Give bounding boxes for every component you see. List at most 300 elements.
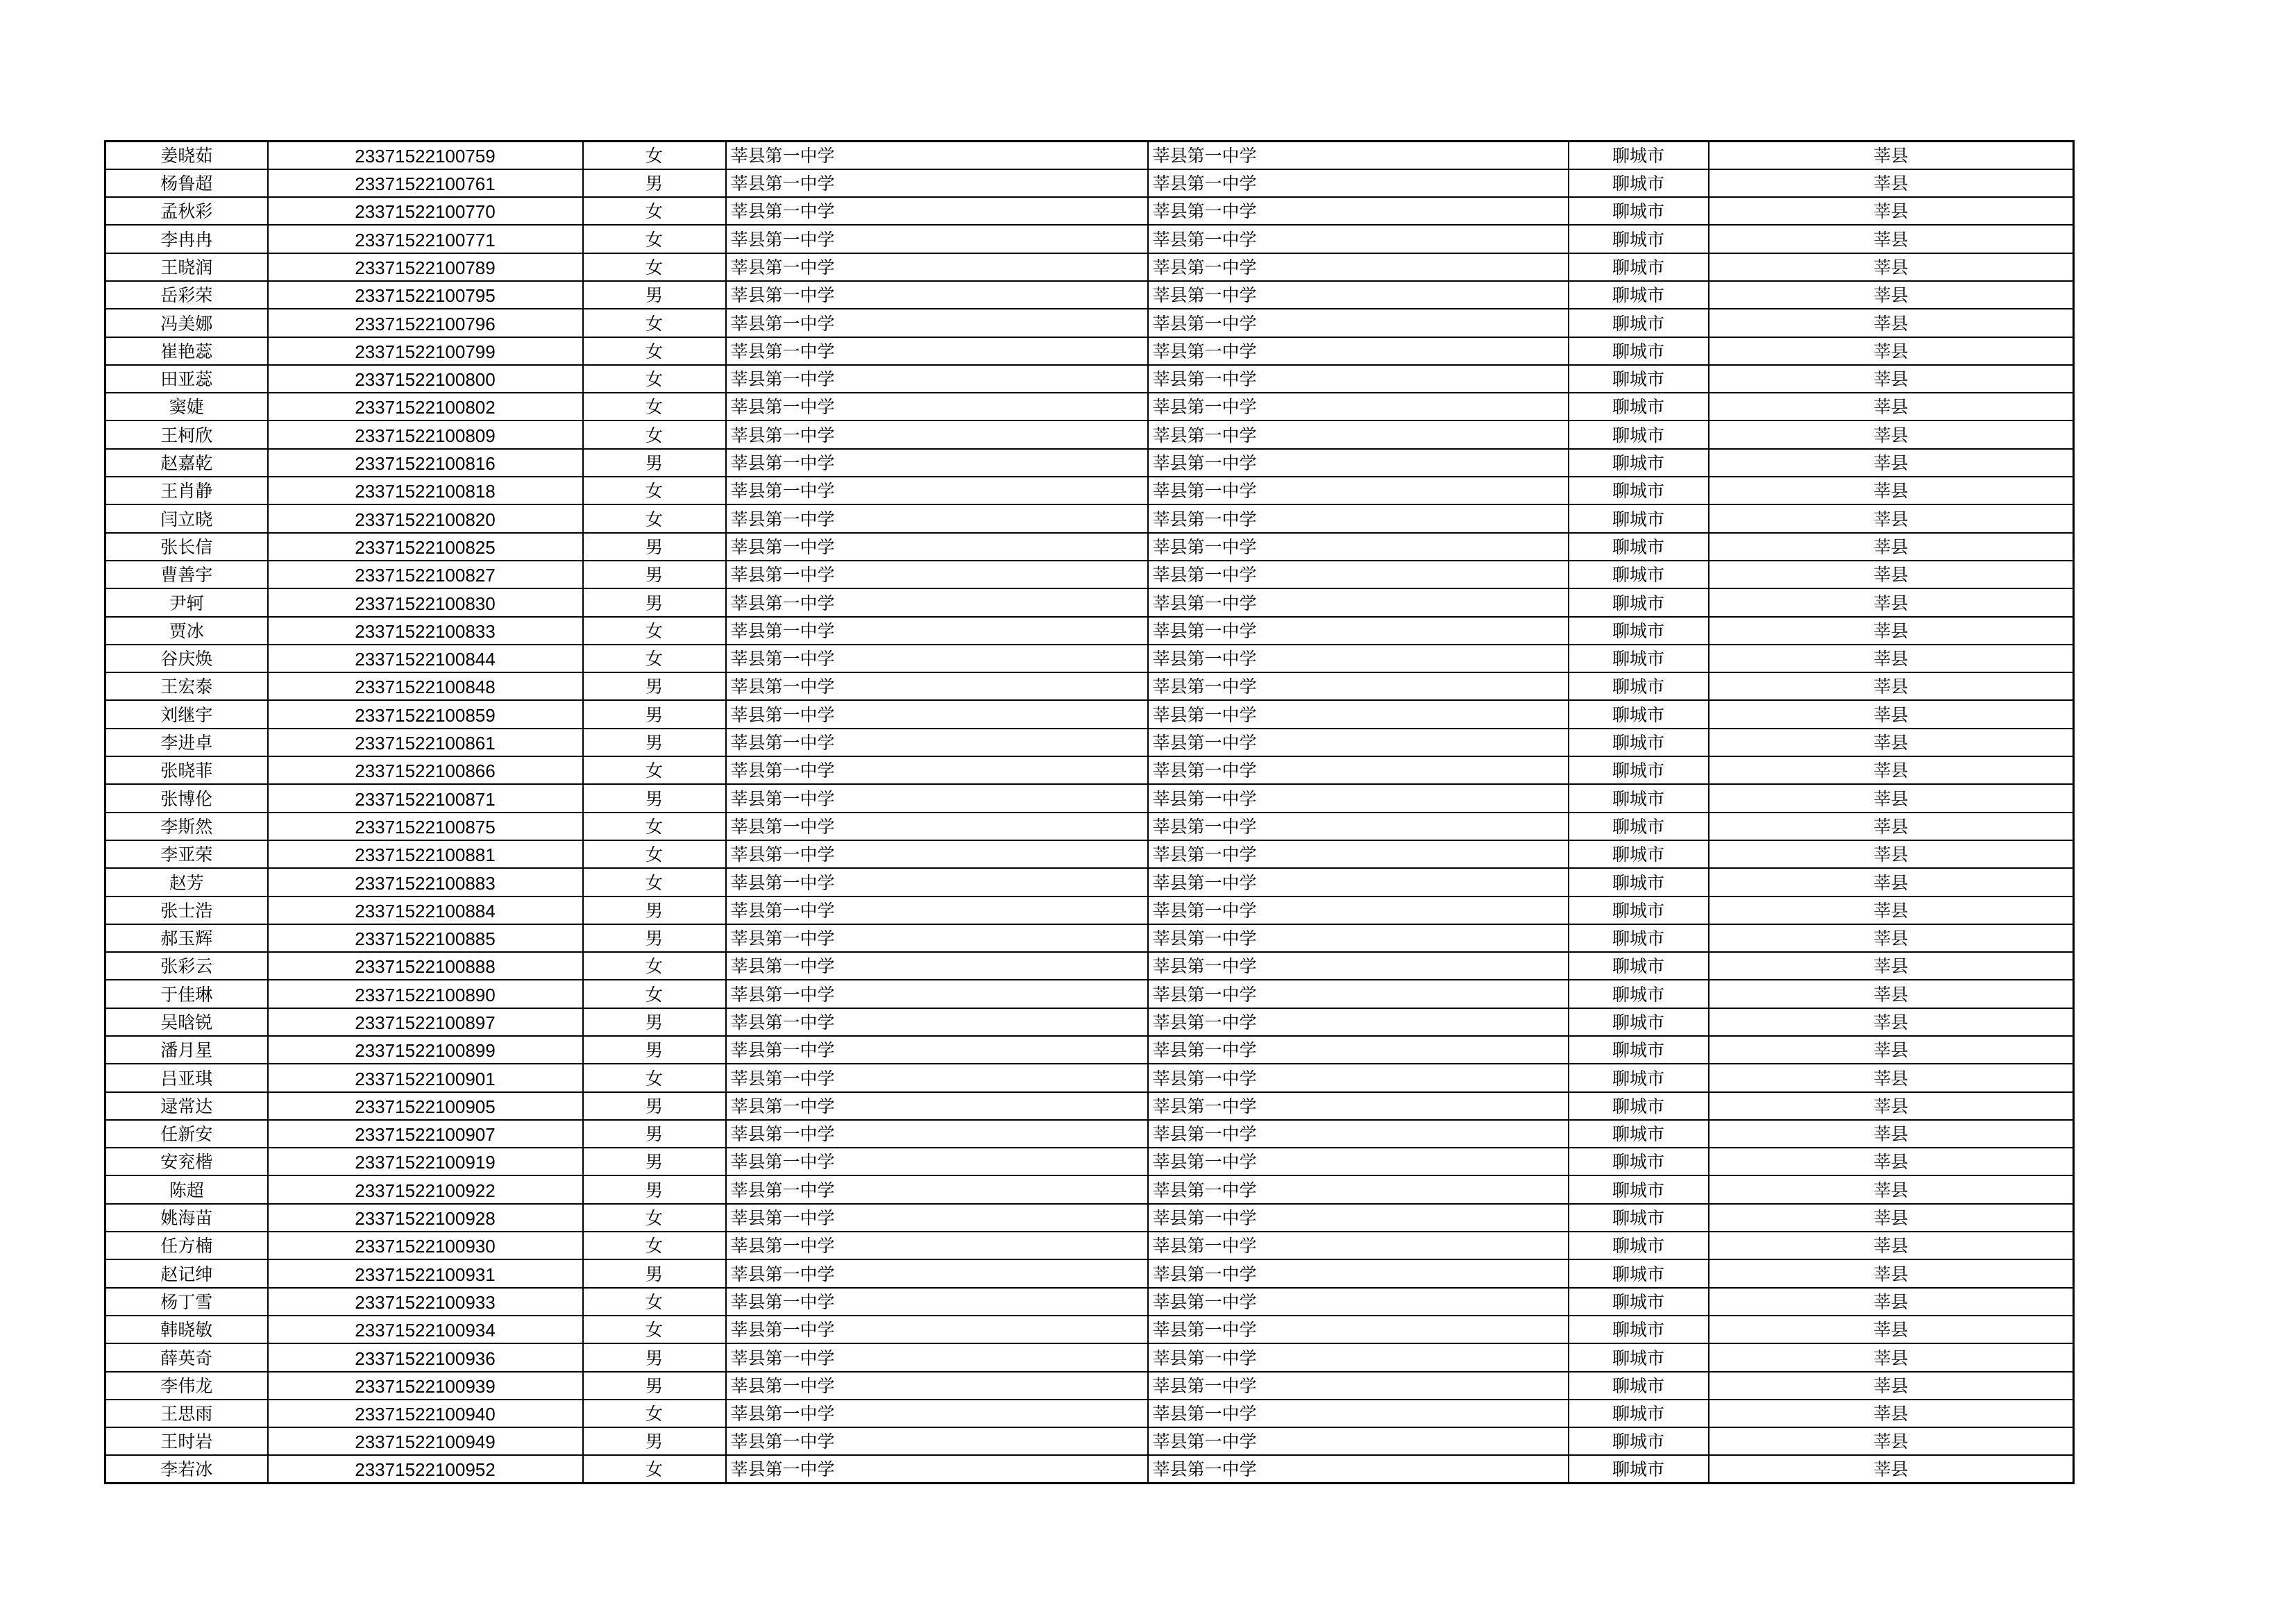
cell-school-2: 莘县第一中学 <box>1148 588 1569 616</box>
cell-gender: 男 <box>583 1092 726 1120</box>
cell-city: 聊城市 <box>1569 784 1709 812</box>
cell-county: 莘县 <box>1709 784 2074 812</box>
cell-name: 刘继宇 <box>105 700 268 728</box>
cell-city: 聊城市 <box>1569 1400 1709 1427</box>
cell-county: 莘县 <box>1709 1232 2074 1259</box>
cell-exam-id: 23371522100949 <box>268 1427 583 1455</box>
cell-name: 王肖静 <box>105 477 268 504</box>
cell-school: 莘县第一中学 <box>726 1064 1148 1091</box>
cell-gender: 女 <box>583 1400 726 1427</box>
cell-gender: 女 <box>583 337 726 365</box>
cell-city: 聊城市 <box>1569 1316 1709 1343</box>
cell-school-2: 莘县第一中学 <box>1148 924 1569 952</box>
cell-city: 聊城市 <box>1569 1259 1709 1287</box>
table-row <box>105 1175 2074 1203</box>
cell-exam-id: 23371522100899 <box>268 1036 583 1064</box>
cell-school: 莘县第一中学 <box>726 449 1148 477</box>
cell-name: 张博伦 <box>105 784 268 812</box>
cell-county: 莘县 <box>1709 980 2074 1008</box>
cell-exam-id: 23371522100825 <box>268 533 583 561</box>
cell-school: 莘县第一中学 <box>726 645 1148 672</box>
cell-county: 莘县 <box>1709 225 2074 253</box>
student-roster-table <box>104 140 2075 1484</box>
cell-school: 莘县第一中学 <box>726 1288 1148 1316</box>
cell-school: 莘县第一中学 <box>726 1259 1148 1287</box>
cell-county: 莘县 <box>1709 1148 2074 1175</box>
cell-exam-id: 23371522100940 <box>268 1400 583 1427</box>
cell-exam-id: 23371522100919 <box>268 1148 583 1175</box>
cell-name: 崔艳蕊 <box>105 337 268 365</box>
cell-gender: 男 <box>583 449 726 477</box>
cell-name: 张士浩 <box>105 897 268 924</box>
cell-school: 莘县第一中学 <box>726 1148 1148 1175</box>
cell-name: 姚海苗 <box>105 1204 268 1232</box>
table-row <box>105 924 2074 952</box>
cell-school-2: 莘县第一中学 <box>1148 1175 1569 1203</box>
cell-gender: 男 <box>583 1120 726 1148</box>
cell-county: 莘县 <box>1709 365 2074 393</box>
table-row <box>105 449 2074 477</box>
cell-exam-id: 23371522100952 <box>268 1455 583 1483</box>
cell-county: 莘县 <box>1709 142 2074 169</box>
cell-county: 莘县 <box>1709 1175 2074 1203</box>
cell-exam-id: 23371522100820 <box>268 504 583 532</box>
table-row <box>105 337 2074 365</box>
cell-gender: 女 <box>583 504 726 532</box>
cell-county: 莘县 <box>1709 617 2074 645</box>
cell-gender: 女 <box>583 645 726 672</box>
cell-city: 聊城市 <box>1569 197 1709 225</box>
cell-exam-id: 23371522100771 <box>268 225 583 253</box>
cell-county: 莘县 <box>1709 281 2074 309</box>
cell-name: 谷庆焕 <box>105 645 268 672</box>
cell-school: 莘县第一中学 <box>726 1204 1148 1232</box>
cell-school-2: 莘县第一中学 <box>1148 700 1569 728</box>
cell-exam-id: 23371522100897 <box>268 1008 583 1036</box>
cell-county: 莘县 <box>1709 672 2074 700</box>
cell-school-2: 莘县第一中学 <box>1148 477 1569 504</box>
cell-school: 莘县第一中学 <box>726 980 1148 1008</box>
table-row <box>105 1120 2074 1148</box>
cell-name: 吕亚琪 <box>105 1064 268 1091</box>
cell-county: 莘县 <box>1709 309 2074 337</box>
cell-exam-id: 23371522100800 <box>268 365 583 393</box>
cell-school-2: 莘县第一中学 <box>1148 197 1569 225</box>
table-row <box>105 1092 2074 1120</box>
cell-gender: 女 <box>583 197 726 225</box>
cell-school-2: 莘县第一中学 <box>1148 1372 1569 1400</box>
cell-name: 吴晗锐 <box>105 1008 268 1036</box>
cell-name: 李冉冉 <box>105 225 268 253</box>
cell-gender: 男 <box>583 1175 726 1203</box>
cell-exam-id: 23371522100871 <box>268 784 583 812</box>
table-row <box>105 1455 2074 1483</box>
cell-school: 莘县第一中学 <box>726 365 1148 393</box>
cell-name: 王柯欣 <box>105 420 268 448</box>
cell-city: 聊城市 <box>1569 897 1709 924</box>
cell-school-2: 莘县第一中学 <box>1148 617 1569 645</box>
cell-exam-id: 23371522100796 <box>268 309 583 337</box>
cell-school: 莘县第一中学 <box>726 924 1148 952</box>
cell-city: 聊城市 <box>1569 365 1709 393</box>
cell-city: 聊城市 <box>1569 868 1709 896</box>
cell-gender: 男 <box>583 1008 726 1036</box>
cell-name: 王晓润 <box>105 253 268 281</box>
cell-city: 聊城市 <box>1569 420 1709 448</box>
table-row <box>105 1259 2074 1287</box>
cell-city: 聊城市 <box>1569 840 1709 868</box>
cell-city: 聊城市 <box>1569 1204 1709 1232</box>
cell-gender: 女 <box>583 420 726 448</box>
cell-school-2: 莘县第一中学 <box>1148 756 1569 784</box>
cell-school-2: 莘县第一中学 <box>1148 1204 1569 1232</box>
table-row <box>105 897 2074 924</box>
cell-school: 莘县第一中学 <box>726 253 1148 281</box>
cell-name: 窦婕 <box>105 393 268 420</box>
cell-name: 韩晓敏 <box>105 1316 268 1343</box>
cell-gender: 男 <box>583 729 726 756</box>
cell-city: 聊城市 <box>1569 980 1709 1008</box>
cell-exam-id: 23371522100875 <box>268 813 583 840</box>
cell-school: 莘县第一中学 <box>726 337 1148 365</box>
cell-exam-id: 23371522100930 <box>268 1232 583 1259</box>
cell-name: 冯美娜 <box>105 309 268 337</box>
cell-city: 聊城市 <box>1569 1008 1709 1036</box>
cell-name: 任方楠 <box>105 1232 268 1259</box>
table-row <box>105 700 2074 728</box>
table-row <box>105 672 2074 700</box>
table-row <box>105 840 2074 868</box>
table-row <box>105 197 2074 225</box>
table-row <box>105 1400 2074 1427</box>
cell-exam-id: 23371522100761 <box>268 169 583 197</box>
cell-city: 聊城市 <box>1569 924 1709 952</box>
cell-gender: 女 <box>583 393 726 420</box>
cell-school: 莘县第一中学 <box>726 813 1148 840</box>
cell-city: 聊城市 <box>1569 253 1709 281</box>
cell-county: 莘县 <box>1709 952 2074 980</box>
cell-exam-id: 23371522100901 <box>268 1064 583 1091</box>
cell-gender: 女 <box>583 1064 726 1091</box>
table-row <box>105 1204 2074 1232</box>
cell-name: 王宏泰 <box>105 672 268 700</box>
cell-exam-id: 23371522100789 <box>268 253 583 281</box>
cell-school-2: 莘县第一中学 <box>1148 1343 1569 1371</box>
cell-exam-id: 23371522100844 <box>268 645 583 672</box>
cell-school-2: 莘县第一中学 <box>1148 672 1569 700</box>
cell-gender: 女 <box>583 309 726 337</box>
cell-school: 莘县第一中学 <box>726 1343 1148 1371</box>
cell-gender: 女 <box>583 1204 726 1232</box>
cell-county: 莘县 <box>1709 1316 2074 1343</box>
cell-exam-id: 23371522100802 <box>268 393 583 420</box>
table-row <box>105 645 2074 672</box>
table-row <box>105 253 2074 281</box>
table-row <box>105 365 2074 393</box>
cell-school-2: 莘县第一中学 <box>1148 1064 1569 1091</box>
table-row <box>105 1372 2074 1400</box>
cell-gender: 女 <box>583 1316 726 1343</box>
cell-school-2: 莘县第一中学 <box>1148 533 1569 561</box>
cell-school-2: 莘县第一中学 <box>1148 1008 1569 1036</box>
cell-name: 贾冰 <box>105 617 268 645</box>
table-row <box>105 1232 2074 1259</box>
cell-county: 莘县 <box>1709 868 2074 896</box>
cell-county: 莘县 <box>1709 1288 2074 1316</box>
cell-city: 聊城市 <box>1569 700 1709 728</box>
cell-school-2: 莘县第一中学 <box>1148 504 1569 532</box>
cell-exam-id: 23371522100883 <box>268 868 583 896</box>
cell-city: 聊城市 <box>1569 477 1709 504</box>
cell-county: 莘县 <box>1709 700 2074 728</box>
cell-school: 莘县第一中学 <box>726 897 1148 924</box>
cell-city: 聊城市 <box>1569 1120 1709 1148</box>
cell-exam-id: 23371522100759 <box>268 142 583 169</box>
table-row <box>105 1148 2074 1175</box>
cell-school-2: 莘县第一中学 <box>1148 840 1569 868</box>
cell-school: 莘县第一中学 <box>726 1400 1148 1427</box>
cell-school: 莘县第一中学 <box>726 1120 1148 1148</box>
cell-name: 郝玉辉 <box>105 924 268 952</box>
cell-name: 杨鲁超 <box>105 169 268 197</box>
table-row <box>105 1288 2074 1316</box>
cell-school-2: 莘县第一中学 <box>1148 169 1569 197</box>
table-row <box>105 1008 2074 1036</box>
cell-county: 莘县 <box>1709 840 2074 868</box>
cell-school: 莘县第一中学 <box>726 197 1148 225</box>
table-row <box>105 952 2074 980</box>
cell-school-2: 莘县第一中学 <box>1148 897 1569 924</box>
cell-gender: 女 <box>583 477 726 504</box>
table-row <box>105 393 2074 420</box>
cell-school: 莘县第一中学 <box>726 533 1148 561</box>
cell-school: 莘县第一中学 <box>726 1316 1148 1343</box>
cell-exam-id: 23371522100830 <box>268 588 583 616</box>
cell-city: 聊城市 <box>1569 1064 1709 1091</box>
cell-exam-id: 23371522100809 <box>268 420 583 448</box>
cell-gender: 女 <box>583 225 726 253</box>
cell-gender: 男 <box>583 169 726 197</box>
cell-county: 莘县 <box>1709 729 2074 756</box>
table-row <box>105 1064 2074 1091</box>
cell-school: 莘县第一中学 <box>726 840 1148 868</box>
cell-school: 莘县第一中学 <box>726 420 1148 448</box>
cell-school: 莘县第一中学 <box>726 1008 1148 1036</box>
cell-school-2: 莘县第一中学 <box>1148 561 1569 588</box>
cell-name: 赵芳 <box>105 868 268 896</box>
cell-name: 闫立晓 <box>105 504 268 532</box>
cell-gender: 男 <box>583 1036 726 1064</box>
table-row <box>105 784 2074 812</box>
cell-gender: 男 <box>583 281 726 309</box>
cell-name: 李进卓 <box>105 729 268 756</box>
cell-city: 聊城市 <box>1569 225 1709 253</box>
cell-exam-id: 23371522100922 <box>268 1175 583 1203</box>
cell-school-2: 莘县第一中学 <box>1148 449 1569 477</box>
cell-school: 莘县第一中学 <box>726 281 1148 309</box>
cell-gender: 女 <box>583 365 726 393</box>
cell-school: 莘县第一中学 <box>726 142 1148 169</box>
cell-city: 聊城市 <box>1569 672 1709 700</box>
cell-county: 莘县 <box>1709 533 2074 561</box>
cell-city: 聊城市 <box>1569 813 1709 840</box>
cell-exam-id: 23371522100905 <box>268 1092 583 1120</box>
cell-name: 李斯然 <box>105 813 268 840</box>
cell-county: 莘县 <box>1709 1008 2074 1036</box>
cell-school: 莘县第一中学 <box>726 477 1148 504</box>
cell-city: 聊城市 <box>1569 449 1709 477</box>
cell-name: 张彩云 <box>105 952 268 980</box>
cell-exam-id: 23371522100939 <box>268 1372 583 1400</box>
table-row <box>105 142 2074 169</box>
cell-county: 莘县 <box>1709 393 2074 420</box>
cell-school-2: 莘县第一中学 <box>1148 1288 1569 1316</box>
cell-school-2: 莘县第一中学 <box>1148 225 1569 253</box>
cell-school: 莘县第一中学 <box>726 756 1148 784</box>
cell-exam-id: 23371522100881 <box>268 840 583 868</box>
cell-gender: 女 <box>583 980 726 1008</box>
table-row <box>105 756 2074 784</box>
cell-gender: 女 <box>583 1232 726 1259</box>
cell-county: 莘县 <box>1709 924 2074 952</box>
cell-school-2: 莘县第一中学 <box>1148 1455 1569 1483</box>
cell-school: 莘县第一中学 <box>726 868 1148 896</box>
table-row <box>105 617 2074 645</box>
cell-school: 莘县第一中学 <box>726 784 1148 812</box>
cell-school-2: 莘县第一中学 <box>1148 309 1569 337</box>
cell-exam-id: 23371522100934 <box>268 1316 583 1343</box>
table-row <box>105 477 2074 504</box>
cell-exam-id: 23371522100861 <box>268 729 583 756</box>
cell-gender: 男 <box>583 1148 726 1175</box>
cell-school-2: 莘县第一中学 <box>1148 1092 1569 1120</box>
cell-school: 莘县第一中学 <box>726 1092 1148 1120</box>
cell-school: 莘县第一中学 <box>726 225 1148 253</box>
cell-exam-id: 23371522100848 <box>268 672 583 700</box>
cell-city: 聊城市 <box>1569 533 1709 561</box>
cell-county: 莘县 <box>1709 197 2074 225</box>
cell-name: 岳彩荣 <box>105 281 268 309</box>
cell-county: 莘县 <box>1709 169 2074 197</box>
cell-gender: 男 <box>583 533 726 561</box>
cell-name: 逯常达 <box>105 1092 268 1120</box>
cell-gender: 男 <box>583 784 726 812</box>
cell-school: 莘县第一中学 <box>726 1372 1148 1400</box>
cell-gender: 男 <box>583 897 726 924</box>
cell-city: 聊城市 <box>1569 281 1709 309</box>
cell-name: 李若冰 <box>105 1455 268 1483</box>
cell-gender: 男 <box>583 1372 726 1400</box>
cell-city: 聊城市 <box>1569 393 1709 420</box>
cell-exam-id: 23371522100816 <box>268 449 583 477</box>
cell-school: 莘县第一中学 <box>726 729 1148 756</box>
cell-school-2: 莘县第一中学 <box>1148 1148 1569 1175</box>
cell-exam-id: 23371522100907 <box>268 1120 583 1148</box>
table-row <box>105 225 2074 253</box>
cell-school-2: 莘县第一中学 <box>1148 952 1569 980</box>
cell-school: 莘县第一中学 <box>726 1455 1148 1483</box>
cell-county: 莘县 <box>1709 1343 2074 1371</box>
cell-city: 聊城市 <box>1569 169 1709 197</box>
cell-county: 莘县 <box>1709 645 2074 672</box>
cell-name: 于佳琳 <box>105 980 268 1008</box>
cell-city: 聊城市 <box>1569 309 1709 337</box>
cell-gender: 女 <box>583 813 726 840</box>
table-row <box>105 561 2074 588</box>
cell-school: 莘县第一中学 <box>726 1232 1148 1259</box>
cell-school: 莘县第一中学 <box>726 169 1148 197</box>
cell-exam-id: 23371522100866 <box>268 756 583 784</box>
table-row <box>105 1343 2074 1371</box>
cell-exam-id: 23371522100884 <box>268 897 583 924</box>
cell-county: 莘县 <box>1709 1120 2074 1148</box>
cell-gender: 女 <box>583 142 726 169</box>
cell-exam-id: 23371522100795 <box>268 281 583 309</box>
cell-name: 任新安 <box>105 1120 268 1148</box>
cell-county: 莘县 <box>1709 1259 2074 1287</box>
cell-name: 李亚荣 <box>105 840 268 868</box>
cell-school-2: 莘县第一中学 <box>1148 1400 1569 1427</box>
cell-school-2: 莘县第一中学 <box>1148 1036 1569 1064</box>
cell-school: 莘县第一中学 <box>726 1427 1148 1455</box>
cell-gender: 女 <box>583 1288 726 1316</box>
cell-county: 莘县 <box>1709 253 2074 281</box>
cell-exam-id: 23371522100885 <box>268 924 583 952</box>
cell-name: 安兖楷 <box>105 1148 268 1175</box>
cell-school-2: 莘县第一中学 <box>1148 813 1569 840</box>
cell-name: 张晓菲 <box>105 756 268 784</box>
cell-county: 莘县 <box>1709 337 2074 365</box>
cell-name: 姜晓茹 <box>105 142 268 169</box>
cell-school: 莘县第一中学 <box>726 561 1148 588</box>
cell-county: 莘县 <box>1709 897 2074 924</box>
cell-county: 莘县 <box>1709 1064 2074 1091</box>
cell-exam-id: 23371522100818 <box>268 477 583 504</box>
cell-school: 莘县第一中学 <box>726 1036 1148 1064</box>
cell-school-2: 莘县第一中学 <box>1148 729 1569 756</box>
cell-school: 莘县第一中学 <box>726 588 1148 616</box>
cell-exam-id: 23371522100859 <box>268 700 583 728</box>
cell-school: 莘县第一中学 <box>726 309 1148 337</box>
cell-name: 张长信 <box>105 533 268 561</box>
cell-city: 聊城市 <box>1569 561 1709 588</box>
cell-gender: 女 <box>583 253 726 281</box>
cell-city: 聊城市 <box>1569 1148 1709 1175</box>
cell-city: 聊城市 <box>1569 617 1709 645</box>
cell-name: 杨丁雪 <box>105 1288 268 1316</box>
cell-county: 莘县 <box>1709 449 2074 477</box>
cell-school-2: 莘县第一中学 <box>1148 1316 1569 1343</box>
cell-city: 聊城市 <box>1569 756 1709 784</box>
cell-gender: 男 <box>583 924 726 952</box>
cell-county: 莘县 <box>1709 756 2074 784</box>
cell-county: 莘县 <box>1709 1372 2074 1400</box>
cell-gender: 女 <box>583 1455 726 1483</box>
cell-gender: 男 <box>583 561 726 588</box>
cell-city: 聊城市 <box>1569 645 1709 672</box>
cell-name: 田亚蕊 <box>105 365 268 393</box>
cell-city: 聊城市 <box>1569 504 1709 532</box>
cell-name: 赵嘉乾 <box>105 449 268 477</box>
cell-school: 莘县第一中学 <box>726 393 1148 420</box>
cell-exam-id: 23371522100928 <box>268 1204 583 1232</box>
table-row <box>105 169 2074 197</box>
cell-gender: 男 <box>583 1259 726 1287</box>
cell-gender: 女 <box>583 756 726 784</box>
cell-exam-id: 23371522100931 <box>268 1259 583 1287</box>
table-row <box>105 504 2074 532</box>
cell-school-2: 莘县第一中学 <box>1148 253 1569 281</box>
